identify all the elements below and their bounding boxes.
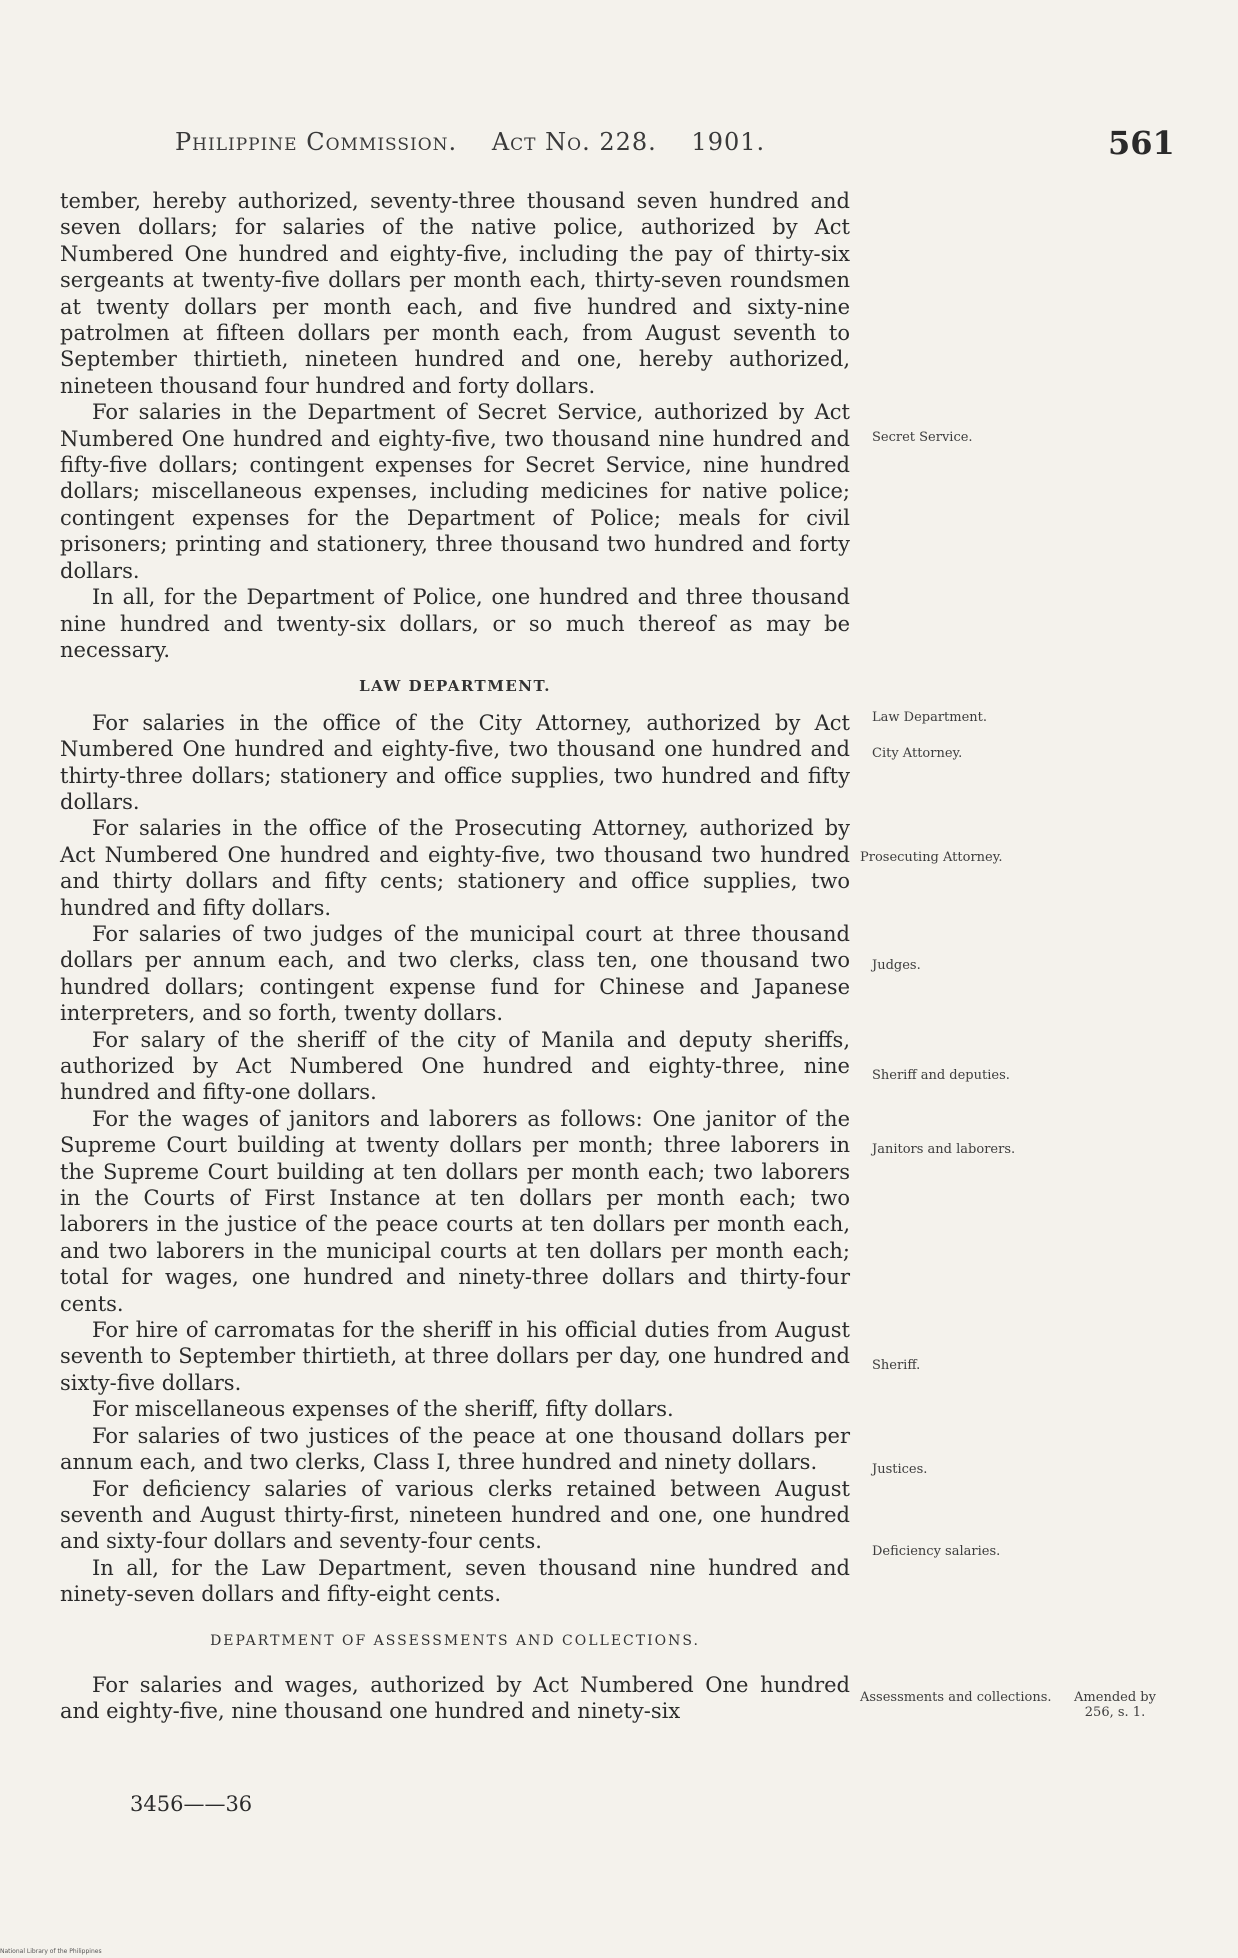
- margin-note-assessments: Assessments and collections.: [860, 1690, 1052, 1705]
- paragraph-city-attorney: For salaries in the office of the City Attorney, authorized by Act Numbered One hundred and eighty-five, two thousand one hundred and thirty-three dollars; stationery and office supplies, two hundred and fifty dollars.: [60, 710, 850, 814]
- margin-note-justices: Justices.: [872, 1462, 928, 1477]
- section-heading-law: LAW DEPARTMENT.: [359, 677, 551, 696]
- margin-note-sheriff: Sheriff.: [872, 1358, 921, 1373]
- paragraph-assessments: For salaries and wages, authorized by Act Numbered One hundred and eighty-five, nine thousand one hundred and ninety-six: [60, 1672, 850, 1724]
- paragraph-judges: For salaries of two judges of the municipal court at three thousand dollars per annum each, and two clerks, class ten, one thousand two hundred dollars; contingent expense fund for Chinese and Japanese interpreters, and so forth, twenty dollars.: [60, 921, 850, 1026]
- page-number: 561: [1108, 124, 1175, 162]
- margin-note-amended: Amended by 256, s. 1.: [1074, 1690, 1156, 1720]
- paragraph-secret-service: For salaries in the Department of Secret Service, authorized by Act Numbered One hundred and eighty-five, two thousand nine hundred and fifty-five dollars; contingent expenses for Secret Service, nine hundred dollars; miscellaneous expenses, including medicines for native police; contingent expenses for the Department of Police; meals for civil prisoners; printing and stationery, three thousand two hundred and forty dollars.: [60, 400, 850, 583]
- margin-note-city-attorney: City Attorney.: [872, 746, 963, 761]
- running-year: 1901.: [691, 128, 766, 156]
- main-text: [60, 188, 850, 1725]
- paragraph-carromatas: For hire of carromatas for the sheriff in his official duties from August seventh to September thirtieth, at three dollars per day, one hundred and sixty-five dollars.: [60, 1318, 850, 1395]
- running-title: Philippine Commission.: [175, 128, 458, 156]
- paragraph-justices: For salaries of two justices of the peace at one thousand dollars per annum each, and two clerks, Class I, three hundred and ninety dollars.: [60, 1423, 850, 1475]
- margin-note-prosecuting-attorney: Prosecuting Attorney.: [860, 850, 1003, 865]
- margin-note-law-department: Law Department.: [872, 710, 988, 725]
- printer-signature: 3456——36: [130, 1792, 253, 1816]
- section-heading-assessments: DEPARTMENT OF ASSESSMENTS AND COLLECTIONS.: [210, 1632, 700, 1649]
- paragraph-police-total: In all, for the Department of Police, one hundred and three thousand nine hundred and twenty-six dollars, or so much thereof as may be necessary.: [60, 585, 850, 662]
- margin-note-deficiency: Deficiency salaries.: [872, 1544, 1001, 1559]
- running-header: [175, 128, 791, 156]
- paragraph-law-total: In all, for the Law Department, seven thousand nine hundred and ninety-seven dollars and fifty-eight cents.: [60, 1555, 850, 1607]
- paragraph-sheriff-deputies: For salary of the sheriff of the city of Manila and deputy sheriffs, authorized by Act Numbered One hundred and eighty-three, nine hundred and fifty-one dollars.: [60, 1027, 850, 1105]
- paragraph-deficiency: For deficiency salaries of various clerks retained between August seventh and August thirty-first, nineteen hundred and one, one hundred and sixty-four dollars and seventy-four cents.: [60, 1476, 850, 1554]
- paragraph-sheriff-misc: For miscellaneous expenses of the sheriff, fifty dollars.: [92, 1397, 674, 1422]
- running-act: Act No. 228.: [491, 128, 657, 156]
- paragraph-janitors: For the wages of janitors and laborers as follows: One janitor of the Supreme Court building at twenty dollars per month; three laborers in the Supreme Court building at ten dollars per month each; two laborers in the Courts of First Instance at ten dollars per month each; two laborers in the justice of the peace courts at ten dollars per month each, and two laborers in the municipal courts at ten dollars per month each; total for wages, one hundred and ninety-three dollars and thirty-four cents.: [60, 1106, 850, 1316]
- paragraph-native-police: tember, hereby authorized, seventy-three thousand seven hundred and seven dollars; for salaries of the native police, authorized by Act Numbered One hundred and eighty-five, including the pay of thirty-six sergeants at twenty-five dollars per month each, thirty-seven roundsmen at twenty dollars per month each, and five hundred and sixty-nine patrolmen at fifteen dollars per month each, from August seventh to September thirtieth, nineteen hundred and one, hereby authorized, nineteen thousand four hundred and forty dollars.: [60, 189, 850, 398]
- margin-note-judges: Judges.: [872, 958, 921, 973]
- scan-footer: National Library of the Philippines: [0, 1948, 102, 1955]
- margin-note-secret-service: Secret Service.: [872, 430, 973, 445]
- margin-note-janitors: Janitors and laborers.: [872, 1142, 1016, 1157]
- margin-note-sheriff-deputies: Sheriff and deputies.: [872, 1068, 1010, 1083]
- paragraph-prosecuting-attorney: For salaries in the office of the Prosecuting Attorney, authorized by Act Numbered One hundred and eighty-five, two thousand two hundred and thirty dollars and fifty cents; stationery and office supplies, two hundred and fifty dollars.: [60, 816, 850, 920]
